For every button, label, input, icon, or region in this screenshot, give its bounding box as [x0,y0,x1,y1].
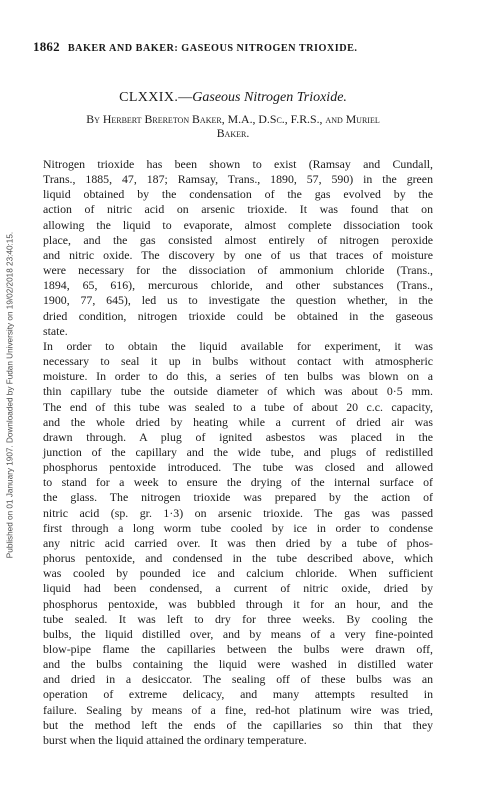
text-line: Trans., 1885, 47, 187; Ramsay, Trans., 1890, 57, 590) in the green [43,172,433,187]
text-line: thin capillary tube the outside diameter of which was about 0·5 mm. [43,384,433,399]
text-line: drawn through. A plug of ignited asbestos was placed in the [43,429,433,444]
text-line: In order to obtain the liquid available for experiment, it was [43,338,433,353]
text-line: dried condition, nitrogen trioxide could be obtained in the gaseous [43,308,433,323]
text-line: were necessary for the dissociation of ammonium chloride (Trans., [43,263,433,278]
text-line: The end of this tube was sealed to a tube of about 20 c.c. capacity, [43,399,433,414]
text-line: burst when the liquid attained the ordinary temperature. [43,732,307,747]
text-line: junction of the capillary and the wide tube, and plugs of redistilled [43,444,433,459]
text-line: was cooled by pounded ice and calcium chloride. When sufficient [43,566,433,581]
text-line: bulbs, the liquid distilled over, and by means of a very fine-pointed [43,626,433,641]
page-number: 1862 [33,39,60,54]
paragraph-2 [33,339,433,748]
text-line: action of nitric acid on arsenic trioxide. It was found that on [43,202,433,217]
text-line: and the bulbs containing the liquid were washed in distilled water [43,657,433,672]
text-line: liquid obtained by the condensation of the gas evolved by the [43,187,433,202]
text-line: necessary to seal it up in bulbs without contact with atmospheric [43,354,433,369]
text-line: and nitric oxide. The discovery by one of us that traces of moisture [43,247,433,262]
text-line: and the whole dried by heating while a current of dried air was [43,414,433,429]
text-line: phosphorus pentoxide, was bubbled through it for an hour, and the [43,596,433,611]
text-line: moisture. In order to do this, a series of ten bulbs was blown on a [43,369,433,384]
text-line: phorus pentoxide, and condensed in the tube described above, which [43,551,433,566]
text-line: first through a long worm tube cooled by ice in order to condense [43,520,433,535]
text-line: failure. Sealing by means of a fine, red-hot platinum wire was tried, [43,702,433,717]
text-line: phosphorus pentoxide introduced. The tube was closed and allowed [43,460,433,475]
byline-line-1: By Herbert Brereton Baker, M.A., D.Sc., F.R.S., and Muriel [86,112,380,126]
byline [33,112,433,140]
text-line: nitric acid (sp. gr. 1·3) on arsenic trioxide. The gas was passed [43,505,433,520]
running-head [33,40,433,56]
text-line: state. [43,323,68,338]
article-title [33,89,433,106]
article-number: CLXXIX. [119,90,179,105]
text-line: the glass. The nitrogen trioxide was prepared by the action of [43,490,433,505]
text-line: and dried in a desiccator. The sealing off of these bulbs was an [43,672,433,687]
title-dash: — [178,90,193,105]
byline-line-2: Baker. [216,126,250,140]
text-line: blow-pipe flame the capillaries between the bulbs were drawn off, [43,642,433,656]
text-line: place, and the gas consisted almost entirely of nitrogen peroxide [43,232,433,247]
text-line: tube sealed. It was left to dry for three weeks. By cooling the [43,611,433,626]
text-line: Nitrogen trioxide has been shown to exist (Ramsay and Cundall, [43,157,433,171]
download-watermark: Published on 01 January 1907. Downloaded by Fudan University on 19/02/2018 23:40:15. [5,231,15,559]
text-line: operation of extreme delicacy, and many attempts resulted in [43,687,433,702]
text-line: but the method left the ends of the capillaries so thin that they [43,717,433,732]
text-line: any nitric acid carried over. It was then dried by a tube of phos- [43,535,433,550]
text-line: liquid had been condensed, a current of nitric oxide, dried by [43,581,433,596]
running-head-text: BAKER AND BAKER: GASEOUS NITROGEN TRIOXIDE. [67,43,358,54]
journal-page [33,40,433,748]
article-name: Gaseous Nitrogen Trioxide. [192,90,347,105]
text-line: to stand for a week to ensure the drying of the internal surface of [43,475,433,490]
text-line: 1900, 77, 645), led us to investigate the question whether, in the [43,293,433,308]
text-line: 1894, 65, 616), mercurous chloride, and other substances (Trans., [43,278,433,293]
article-body [33,157,433,748]
paragraph-1 [33,157,433,339]
text-line: allowing the liquid to evaporate, almost complete dissociation took [43,217,433,232]
